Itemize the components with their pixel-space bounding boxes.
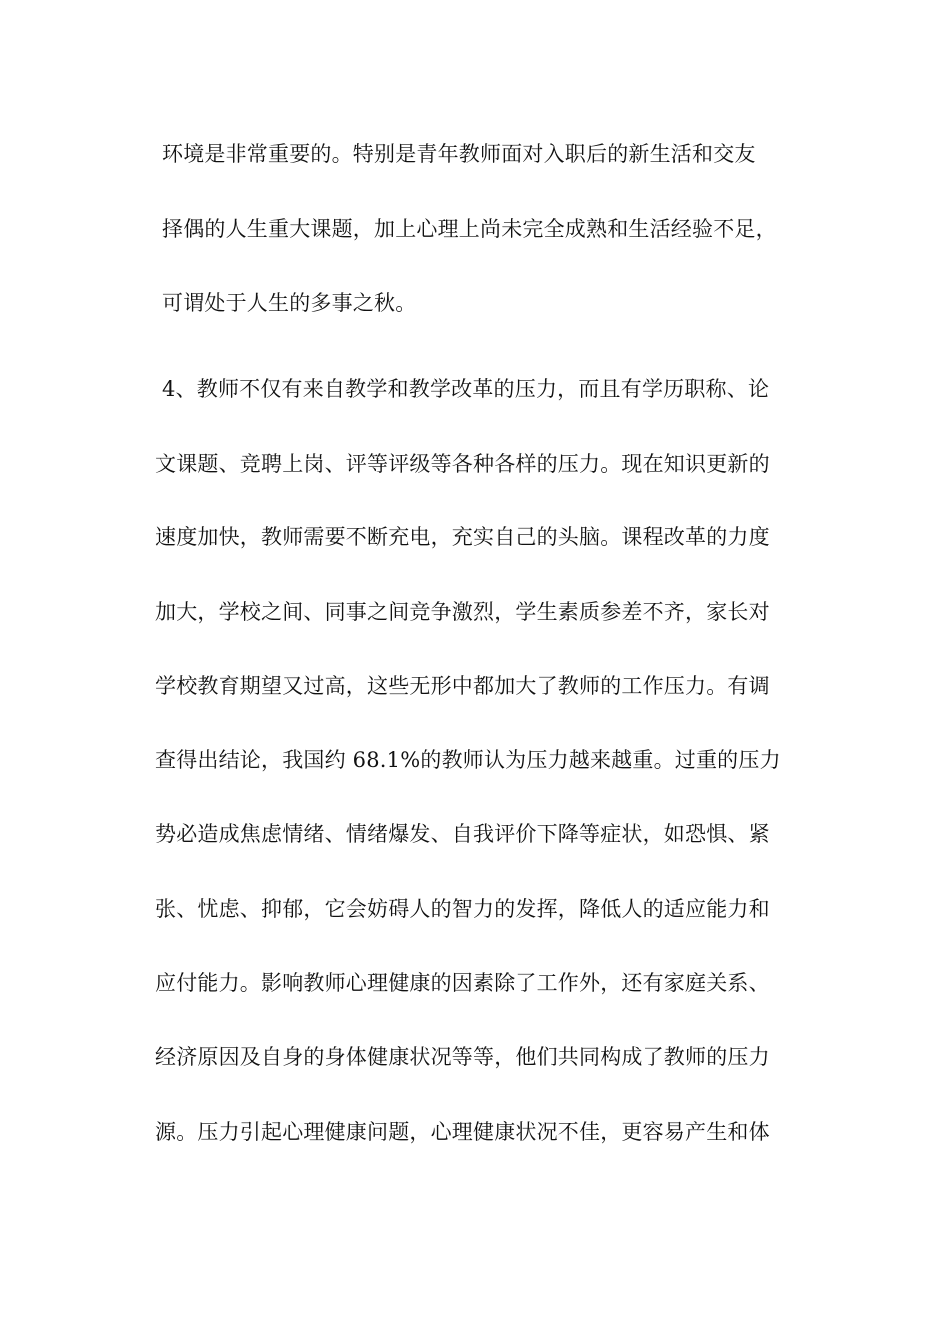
text-line: 张、忧虑、抑郁，它会妨碍人的智力的发挥，降低人的适应能力和 [155, 897, 770, 921]
text-line: 加大，学校之间、同事之间竞争激烈，学生素质参差不齐，家长对 [155, 600, 770, 624]
text-line: 文课题、竞聘上岗、评等评级等各种各样的压力。现在知识更新的 [155, 452, 770, 476]
text-line: 可谓处于人生的多事之秋。 [162, 291, 417, 315]
text-line: 择偶的人生重大课题，加上心理上尚未完全成熟和生活经验不足， [162, 217, 777, 241]
text-line: 势必造成焦虑情绪、情绪爆发、自我评价下降等症状，如恐惧、紧 [155, 822, 770, 846]
text-line: 应付能力。影响教师心理健康的因素除了工作外，还有家庭关系、 [155, 971, 770, 995]
text-line: 速度加快，教师需要不断充电，充实自己的头脑。课程改革的力度 [155, 525, 770, 549]
text-line: 学校教育期望又过高，这些无形中都加大了教师的工作压力。有调 [155, 674, 770, 698]
text-line: 源。压力引起心理健康问题，心理健康状况不佳，更容易产生和体 [155, 1120, 770, 1144]
text-line: 环境是非常重要的。特别是青年教师面对入职后的新生活和交友 [162, 142, 756, 166]
text-line: 查得出结论，我国约 68.1%的教师认为压力越来越重。过重的压力 [155, 748, 781, 772]
text-line: 经济原因及自身的身体健康状况等等，他们共同构成了教师的压力 [155, 1045, 770, 1069]
paragraph-4-first-line: 4、教师不仅有来自教学和教学改革的压力，而且有学历职称、论 [162, 377, 770, 401]
